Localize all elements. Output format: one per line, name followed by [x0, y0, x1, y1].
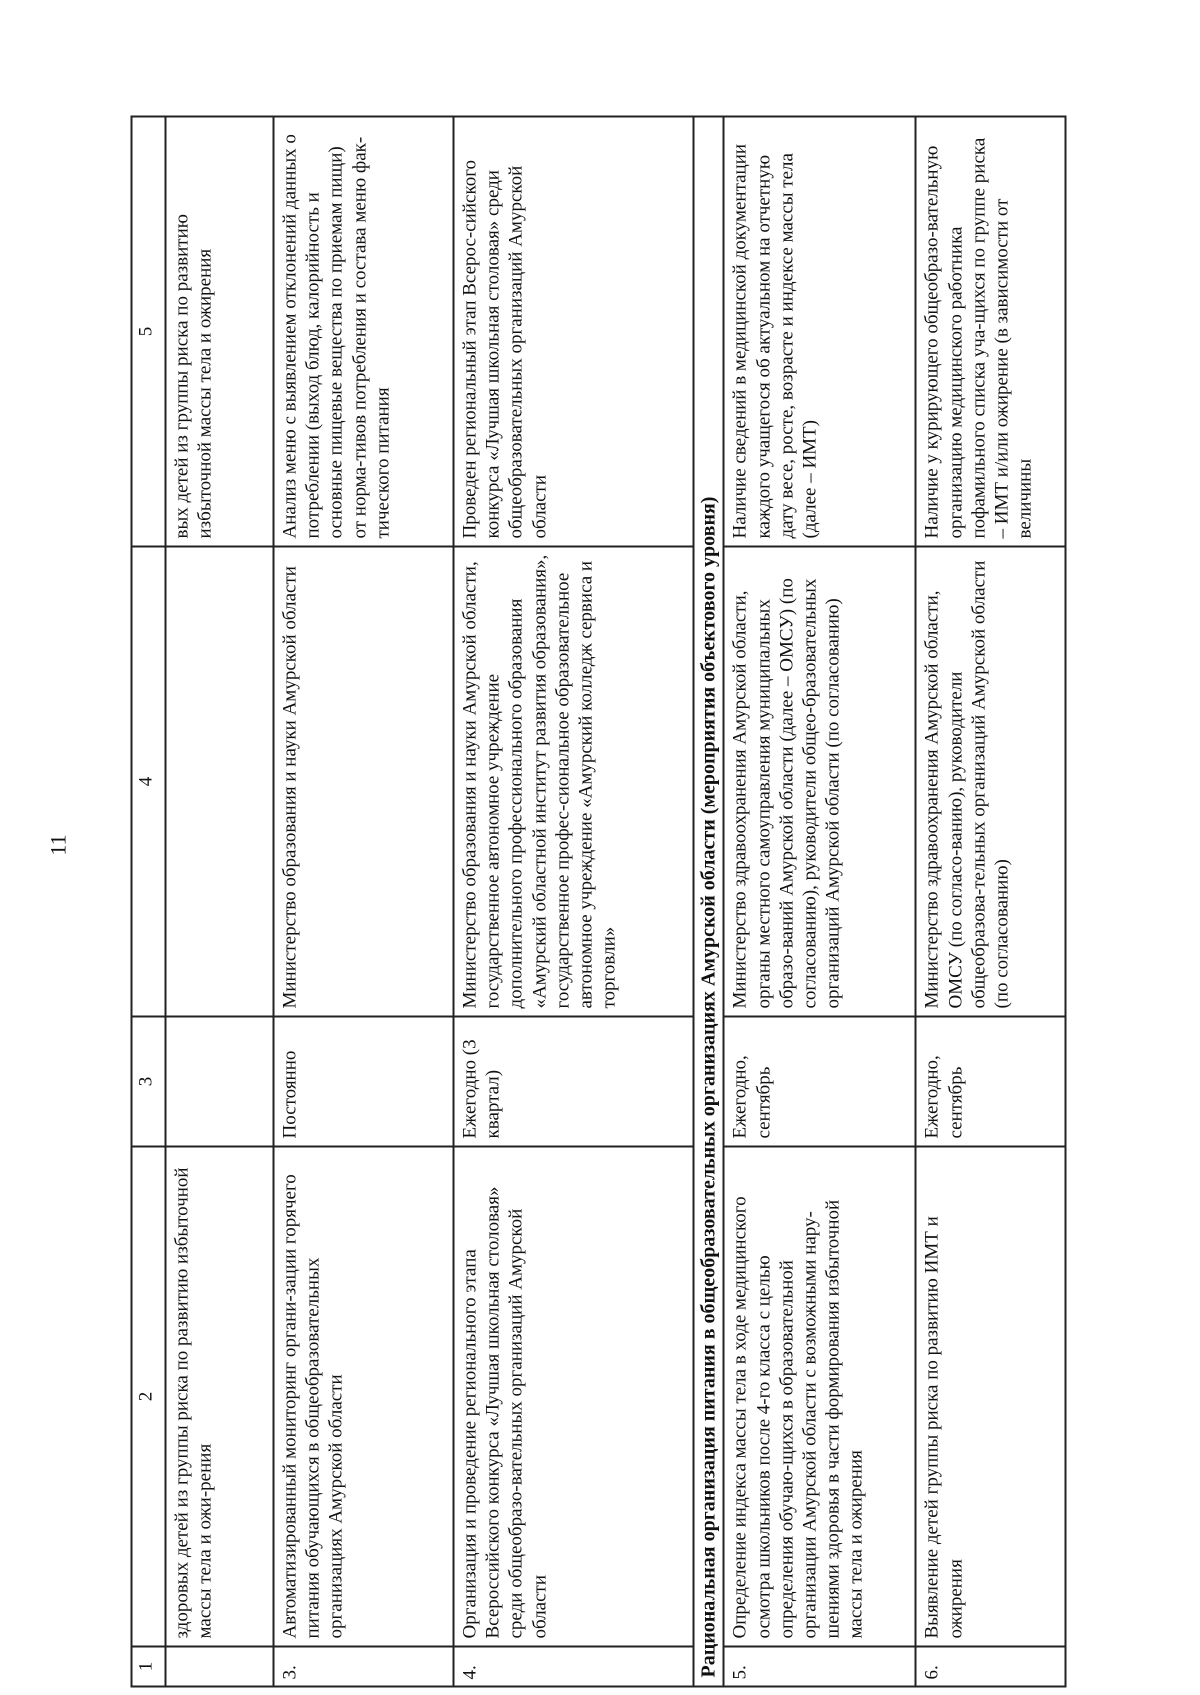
rotated-table-container — [131, 118, 1056, 1688]
result-cell: Наличие сведений в медицинской документации каждого учащегося об актуальном на отчетную дату весе, росте, возрасте и индексе массы тела (далее – ИМТ) — [724, 117, 916, 547]
table-row — [274, 117, 454, 1687]
executors-cell: Министерство образования и науки Амурской области — [274, 547, 454, 1017]
column-header: 5 — [132, 117, 166, 547]
term-cell: Постоянно — [274, 1017, 454, 1147]
executors-cell: Министерство здравоохранения Амурской области, органы местного самоуправления муниципальных образо-ваний Амурской области (далее – ОМСУ) (по согласованию), руководители общео-бразовательных организаций Амурской области (по согласованию) — [724, 547, 916, 1017]
term-cell — [166, 1017, 274, 1147]
row-number: 5. — [724, 1647, 916, 1687]
executors-cell — [166, 547, 274, 1017]
result-cell: вых детей из группы риска по развитию избыточной массы тела и ожирения — [166, 117, 274, 547]
executors-cell: Министерство здравоохранения Амурской области, ОМСУ (по согласо-ванию), руководители общеобразова-тельных организаций Амурской области (по согласованию) — [916, 547, 1066, 1017]
activity-cell: Определение индекса массы тела в ходе медицинского осмотра школьников после 4-го класса с целью определения обучаю-щихся в образовательной организации Амурской области с возможными нару-шениями здоровья в части формирования избыточной массы тела и ожирения — [724, 1147, 916, 1647]
row-number — [166, 1647, 274, 1687]
activity-cell: Выявление детей группы риска по развитию ИМТ и ожирения — [916, 1147, 1066, 1647]
column-header: 4 — [132, 547, 166, 1017]
executors-cell: Министерство образования и науки Амурской области, государственное автономное учреждение дополнительного профессионального образования «Амурский областной институт развития образования», государственное профес-сиональное образовательное автономное учреждение «Амурский колледж сервиса и торговли» — [454, 547, 694, 1017]
measures-table — [131, 116, 1067, 1688]
section-header-row — [694, 117, 724, 1687]
row-number: 6. — [916, 1647, 1066, 1687]
table-row — [724, 117, 916, 1687]
table-header-row — [132, 117, 166, 1687]
activity-cell: Автоматизированный мониторинг органи-зации горячего питания обучающихся в общеобразовательных организациях Амурской области — [274, 1147, 454, 1647]
column-header: 3 — [132, 1017, 166, 1147]
row-number: 4. — [454, 1647, 694, 1687]
result-cell: Наличие у курирующего общеобразо-вательную организацию медицинского работника пофамильного списка уча-щихся по группе риска – ИМТ и/или ожирение (в зависимости от величины — [916, 117, 1066, 547]
column-header: 2 — [132, 1147, 166, 1647]
activity-cell: здоровых детей из группы риска по развитию избыточной массы тела и ожи-рения — [166, 1147, 274, 1647]
column-header: 1 — [132, 1647, 166, 1687]
result-cell: Проведен региональный этап Всерос-сийского конкурса «Лучшая школьная столовая» среди общеобразовательных организаций Амурской области — [454, 117, 694, 547]
activity-cell: Организация и проведение регионального этапа Всероссийского конкурса «Лучшая школьная столовая» среди общеобразо-вательных организаций Амурской области — [454, 1147, 694, 1647]
table-row — [166, 117, 274, 1687]
term-cell: Ежегодно, сентябрь — [724, 1017, 916, 1147]
table-row — [916, 117, 1066, 1687]
result-cell: Анализ меню с выявлением отклонений данных о потреблении (выход блюд, калорийность и основные пищевые вещества по приемам пищи) от норма-тивов потребления и состава меню фак-тического питания — [274, 117, 454, 547]
page-number: 11 — [45, 834, 71, 856]
section-title: Рациональная организация питания в общеобразовательных организациях Амурской области (мероприятия объектового уровня) — [694, 117, 724, 1687]
row-number: 3. — [274, 1647, 454, 1687]
table-row — [454, 117, 694, 1687]
term-cell: Ежегодно, сентябрь — [916, 1017, 1066, 1147]
term-cell: Ежегодно (3 квартал) — [454, 1017, 694, 1147]
